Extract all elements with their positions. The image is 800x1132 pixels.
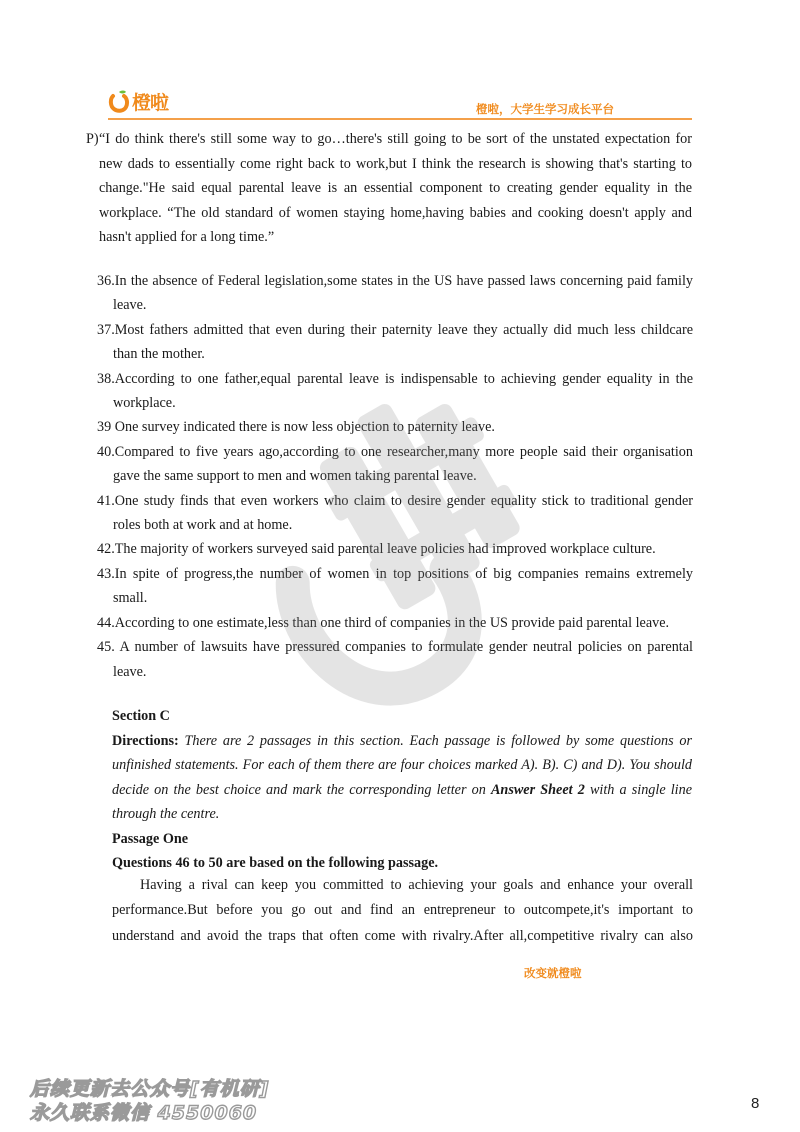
question-text-cont: leave. [113, 297, 147, 314]
header-divider [108, 118, 692, 120]
promo-line: 永久联系微信 4550060 [30, 1102, 258, 1124]
question-text: 36.In the absence of Federal legislation,some states in the US have passed laws concerning paid family [97, 273, 693, 289]
directions-line [112, 778, 692, 803]
question-36 [97, 269, 693, 318]
promo-watermark [30, 1077, 269, 1125]
question-44 [97, 611, 693, 635]
paragraph-line: “I do think there's still some way to go…there's still going to be sort of the unstated expectation for [99, 131, 692, 147]
paragraph-p [86, 127, 692, 250]
directions-line [112, 729, 692, 754]
page-number: 8 [751, 1095, 760, 1112]
question-42 [97, 537, 693, 561]
passage-line: performance.But before you go out and find an entrepreneur to outcompete,it's important to [112, 902, 693, 919]
section-title: Section C [112, 708, 170, 724]
footer-slogan: 改变就橙啦 [524, 966, 582, 980]
question-text: 41.One study finds that even workers who claim to desire gender equality stick to traditional gender [97, 492, 693, 509]
question-38 [97, 367, 693, 416]
question-text-cont: workplace. [113, 395, 176, 412]
directions-label: Directions: [112, 732, 179, 749]
question-text: 45. A number of lawsuits have pressured companies to formulate gender neutral policies on parental [97, 639, 693, 656]
paragraph-label: P) [86, 131, 99, 147]
question-43 [97, 562, 693, 611]
paragraph-line: new dads to essentially come right back to work,but I think the research is showing that's starting to [99, 155, 692, 172]
directions-line: unfinished statements. For each of them there are four choices marked A). B). C) and D). You should [112, 757, 692, 773]
paragraph-line: change."He said equal parental leave is an essential component to creating gender equality in the [99, 180, 692, 197]
promo-line: 后续更新去公众号[有机研] [30, 1078, 270, 1100]
passage-line: Having a rival can keep you committed to achieving your goals and enhance your overall [140, 877, 693, 893]
passage-title: Passage One [112, 830, 189, 847]
directions-text: There are 2 passages in this section. Each passage is followed by some questions or [184, 732, 693, 749]
question-text: 38.According to one father,equal parental leave is indispensable to achieving gender equality in the [97, 370, 693, 387]
question-text-cont: gave the same support to men and women taking parental leave. [113, 468, 477, 485]
question-text-cont: than the mother. [113, 346, 205, 363]
passage-body [112, 873, 693, 949]
question-37 [97, 318, 693, 367]
directions-text: with a single line [589, 781, 693, 798]
directions-text: decide on the best choice and mark the corresponding letter on [112, 781, 486, 798]
question-45 [97, 635, 693, 684]
question-text: 37.Most fathers admitted that even during their paternity leave they actually did much less childcare [97, 321, 693, 338]
question-text-cont: small. [113, 590, 148, 607]
question-39 [97, 415, 693, 439]
directions-line: through the centre. [112, 806, 220, 822]
question-text-cont: leave. [113, 663, 147, 680]
question-text-cont: roles both at work and at home. [113, 517, 293, 534]
question-text: 43.In spite of progress,the number of women in top positions of big companies remains extremely [97, 565, 693, 582]
paragraph-line: hasn't applied for a long time.” [99, 229, 275, 246]
question-text: 42.The majority of workers surveyed said parental leave policies had improved workplace culture. [97, 541, 656, 558]
brand-logo [108, 88, 168, 114]
logo-text: 橙啦 [132, 91, 169, 114]
question-41 [97, 489, 693, 538]
question-text: 40.Compared to five years ago,according to one researcher,many more people said their organisation [97, 443, 693, 460]
header-slogan: 橙啦，大学生学习成长平台 [476, 102, 614, 116]
question-text: 39 One survey indicated there is now less objection to paternity leave. [97, 419, 495, 436]
section-c [112, 704, 692, 876]
paragraph-line: workplace. “The old standard of women staying home,having babies and cooking doesn't apply and [99, 204, 692, 221]
answer-sheet-label: Answer Sheet 2 [490, 781, 585, 798]
orange-logo-icon [108, 89, 130, 113]
question-list [97, 269, 693, 684]
questions-range: Questions 46 to 50 are based on the following passage. [112, 855, 439, 871]
question-40 [97, 440, 693, 489]
passage-line: understand and avoid the traps that often come with rivalry.After all,competitive rivalry can also [112, 927, 693, 944]
question-text: 44.According to one estimate,less than one third of companies in the US provide paid parental leave. [97, 614, 670, 631]
